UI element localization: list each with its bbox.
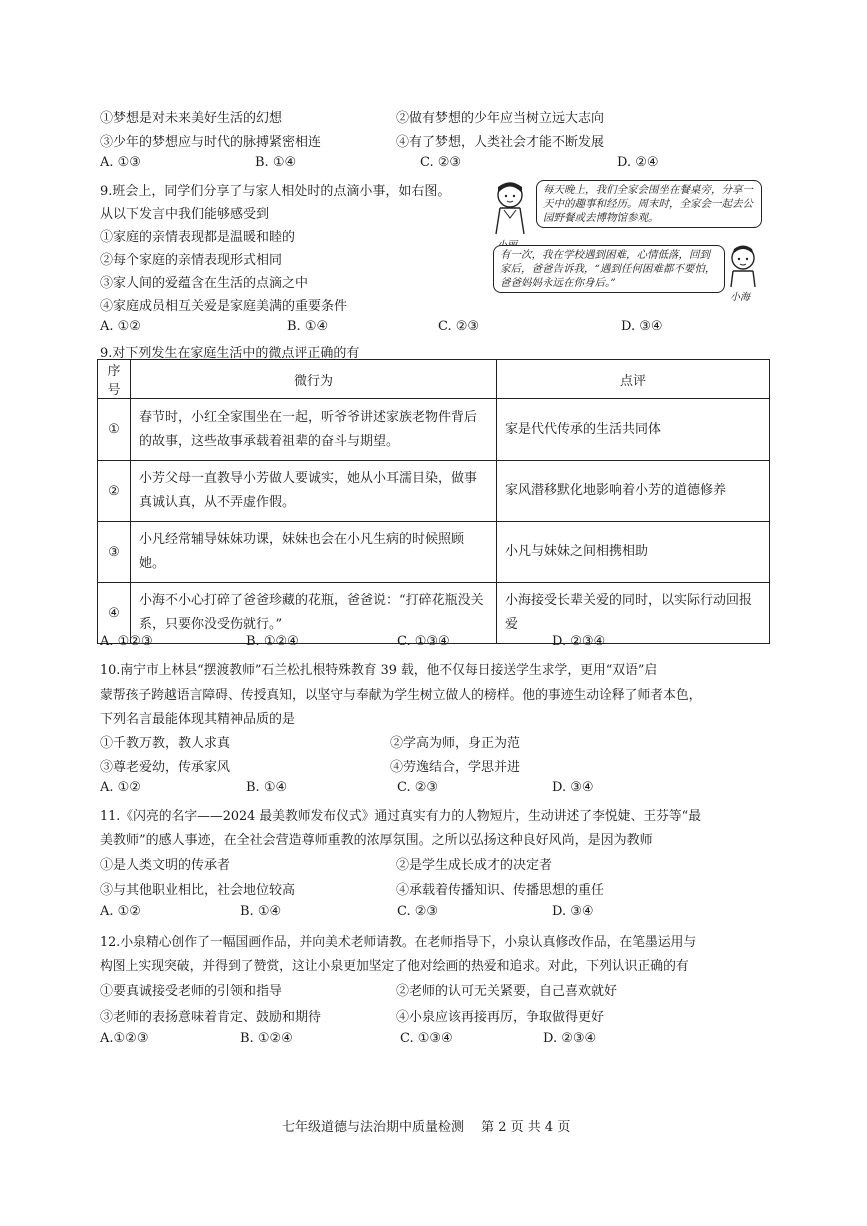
row-act: 小凡经常辅导妹妹功课，妹妹也会在小凡生病的时候照顾她。 [131, 522, 497, 583]
q10-option-3: ③尊老爱幼，传承家风 [100, 760, 231, 775]
page-footer: 七年级道德与法治期中质量检测 第 2 页 共 4 页 [282, 1120, 571, 1135]
q10-choice-d: D. ③④ [552, 780, 594, 795]
q8-choice-a: A. ①③ [100, 155, 141, 170]
q12-choice-a: A.①②③ [100, 1031, 149, 1046]
q8-choice-b: B. ①④ [255, 155, 297, 170]
q9a-choice-c: C. ②③ [438, 319, 480, 334]
header-num: 序号 [98, 360, 131, 399]
table-header-row [98, 360, 770, 399]
q11-option-4: ④承载着传播知识、传播思想的重任 [396, 883, 605, 898]
girl-figure-icon [488, 178, 532, 238]
q12-option-1: ①要真诚接受老师的引领和指导 [100, 984, 283, 999]
q12-option-3: ③老师的表扬意味着肯定、鼓励和期待 [100, 1010, 322, 1025]
q9a-choice-b: B. ①④ [287, 319, 329, 334]
q8-option-2: ②做有梦想的少年应当树立远大志向 [396, 111, 605, 126]
q9b-choice-a: A. ①②③ [100, 634, 153, 649]
comic-bubble-bottom: 有一次，我在学校遇到困难，心情低落，回到家后，爸爸告诉我，“遇到任何困难都不要怕，爸爸妈妈永远在你身后。” [493, 245, 725, 293]
row-cmt: 家风潜移默化地影响着小芳的道德修养 [497, 461, 770, 522]
q12-line2: 构图上实现突破，并得到了赞赏，这让小泉更加坚定了他对绘画的热爱和追求。对此，下列认识正确的有 [100, 959, 689, 974]
q10-line3: 下列名言最能体现其精神品质的是 [100, 712, 296, 727]
q10-choice-c: C. ②③ [397, 780, 439, 795]
q11-option-2: ②是学生成长成才的决定者 [396, 858, 553, 873]
q12-choice-c: C. ①③④ [400, 1031, 453, 1046]
q9a-choice-d: D. ③④ [621, 319, 663, 334]
q12-choice-b: B. ①②④ [240, 1031, 293, 1046]
q9a-stem-line1: 9.班会上，同学们分享了与家人相处时的点滴小事，如右图。 [100, 184, 451, 199]
q11-choice-b: B. ①④ [240, 904, 282, 919]
row-num: ③ [98, 522, 131, 583]
q10-choice-b: B. ①④ [246, 780, 288, 795]
header-act: 微行为 [131, 360, 497, 399]
q11-option-1: ①是人类文明的传承者 [100, 858, 231, 873]
row-cmt: 家是代代传承的生活共同体 [497, 399, 770, 461]
q10-line1: 10.南宁市上林县“摆渡教师”石兰松扎根特殊教育 39 载，他不仅每日接送学生求学，更用“双语”启 [100, 663, 658, 678]
q9b-choice-c: C. ①③④ [397, 634, 450, 649]
q12-option-4: ④小泉应该再接再厉，争取做得更好 [396, 1010, 605, 1025]
q11-choice-a: A. ①② [100, 904, 141, 919]
row-act: 小海不小心打碎了爸爸珍藏的花瓶，爸爸说：“打碎花瓶没关系，只要你没受伤就行。” [131, 583, 497, 644]
q9a-option-1: ①家庭的亲情表现都是温暖和睦的 [100, 230, 296, 245]
q12-choice-d: D. ②③④ [543, 1031, 597, 1046]
comic-bubble-top: 每天晚上，我们全家会围坐在餐桌旁，分享一天中的趣事和经历。周末时，全家会一起去公园野餐或去博物馆参观。 [536, 180, 762, 228]
q10-option-4: ④劳逸结合，学思并进 [390, 760, 521, 775]
q8-choice-c: C. ②③ [420, 155, 462, 170]
row-act: 春节时，小红全家围坐在一起，听爷爷讲述家族老物件背后的故事，这些故事承载着祖辈的奋斗与期望。 [131, 399, 497, 461]
q11-line2: 美教师”的感人事迹，在全社会营造尊师重教的浓厚氛围。之所以弘扬这种良好风尚，是因为教师 [100, 833, 653, 848]
q11-option-3: ③与其他职业相比，社会地位较高 [100, 883, 296, 898]
q8-option-1: ①梦想是对未来美好生活的幻想 [100, 111, 283, 126]
q9a-option-4: ④家庭成员相互关爱是家庭美满的重要条件 [100, 299, 348, 314]
q10-line2: 蒙帮孩子跨越语言障碍、传授真知，以坚守与奉献为学生树立做人的榜样。他的事迹生动诠释了师者本色， [100, 688, 702, 703]
comic-name-bottom: 小海 [730, 292, 750, 303]
q9a-option-2: ②每个家庭的亲情表现形式相同 [100, 253, 283, 268]
q8-choice-d: D. ②④ [617, 155, 659, 170]
table-row [98, 399, 770, 461]
boy-figure-icon [722, 243, 764, 289]
row-cmt: 小凡与妹妹之间相携相助 [497, 522, 770, 583]
q9a-stem-line2: 从以下发言中我们能够感受到 [100, 207, 270, 222]
table-row [98, 461, 770, 522]
q8-option-4: ④有了梦想，人类社会才能不断发展 [396, 135, 605, 150]
q10-choice-a: A. ①② [100, 780, 141, 795]
q11-choice-c: C. ②③ [397, 904, 439, 919]
q9a-option-3: ③家人间的爱蕴含在生活的点滴之中 [100, 276, 309, 291]
row-num: ① [98, 399, 131, 461]
row-cmt: 小海接受长辈关爱的同时，以实际行动回报爱 [497, 583, 770, 644]
q8-option-3: ③少年的梦想应与时代的脉搏紧密相连 [100, 135, 322, 150]
row-num: ② [98, 461, 131, 522]
q10-option-2: ②学高为师，身正为范 [390, 736, 521, 751]
q11-line1: 11.《闪亮的名字——2024 最美教师发布仪式》通过真实有力的人物短片，生动讲述了李悦婕、王芬等“最 [100, 809, 701, 824]
q9a-choice-a: A. ①② [100, 319, 141, 334]
table-row [98, 522, 770, 583]
q12-line1: 12.小泉精心创作了一幅国画作品，并向美术老师请教。在老师指导下，小泉认真修改作品，在笔墨运用与 [100, 935, 697, 950]
q12-option-2: ②老师的认可无关紧要，自己喜欢就好 [396, 984, 618, 999]
behavior-table [97, 359, 770, 644]
q9b-choice-d: D. ②③④ [552, 634, 606, 649]
header-cmt: 点评 [497, 360, 770, 399]
row-act: 小芳父母一直教导小芳做人要诚实，她从小耳濡目染，做事真诚认真，从不弄虚作假。 [131, 461, 497, 522]
q11-choice-d: D. ③④ [552, 904, 594, 919]
q9b-choice-b: B. ①②④ [246, 634, 299, 649]
q9b-stem: 9.对下列发生在家庭生活中的微点评正确的有 [100, 346, 360, 361]
row-num: ④ [98, 583, 131, 644]
q10-option-1: ①千教万教，教人求真 [100, 736, 231, 751]
